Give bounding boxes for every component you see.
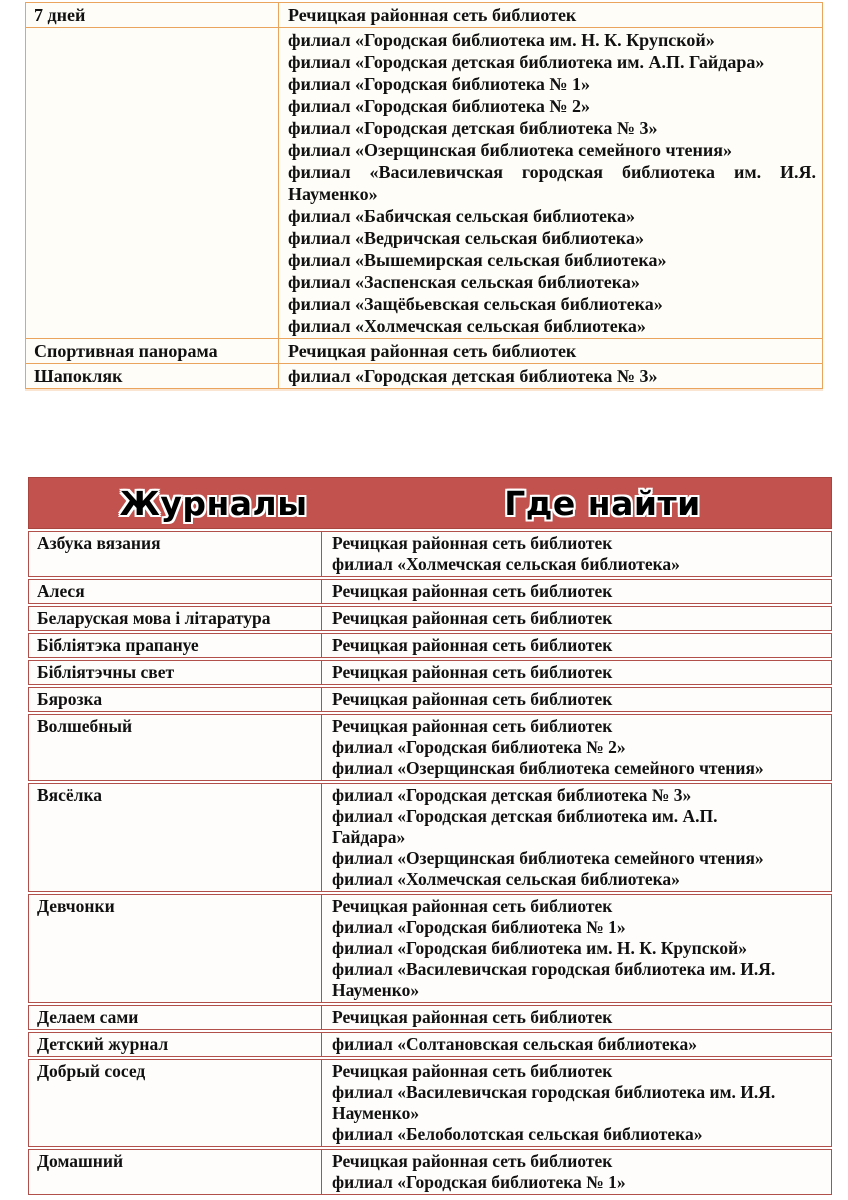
- location-line: филиал «Белоболотская сельская библиотека»: [332, 1124, 703, 1144]
- location-line: филиал «Городская библиотека № 1»: [332, 917, 626, 937]
- periodical-title-cell: Шапокляк: [26, 364, 279, 389]
- locations-cell: [279, 364, 823, 389]
- location-line: филиал «Городская библиотека № 1»: [332, 1172, 626, 1192]
- table-row: [28, 714, 832, 781]
- location-line: Речицкая районная сеть библиотек: [332, 533, 613, 553]
- magazine-title-cell: Волшебный: [37, 716, 133, 736]
- periodical-title-cell: Спортивная панорама: [26, 339, 279, 364]
- table-row: [26, 339, 823, 364]
- locations-cell: [279, 3, 823, 28]
- location-line: филиал «Озерщинская библиотека семейного чтения»: [288, 140, 733, 160]
- locations-cell: [321, 1033, 831, 1056]
- location-line: филиал «Городская библиотека им. Н. К. Крупской»: [332, 938, 747, 958]
- location-line: филиал «Озерщинская библиотека семейного чтения»: [332, 758, 764, 778]
- periodical-title-cell: 7 дней: [26, 3, 279, 28]
- location-line: Науменко»: [332, 1103, 420, 1123]
- location-line: филиал «Вышемирская сельская библиотека»: [288, 250, 667, 270]
- locations-cell: [321, 607, 831, 630]
- location-line: Речицкая районная сеть библиотек: [332, 689, 613, 709]
- locations-cell: [321, 661, 831, 684]
- location-line: филиал «Бабичская сельская библиотека»: [288, 206, 636, 226]
- location-line: филиал «Ведричская сельская библиотека»: [288, 228, 645, 248]
- newspapers-table: [25, 2, 823, 389]
- locations-cell: [321, 1060, 831, 1146]
- location-line: филиал «Городская детская библиотека № 3»: [288, 366, 658, 386]
- locations-cell: [321, 895, 831, 1002]
- newspapers-table-body: [26, 3, 823, 389]
- table-row: [28, 894, 832, 1003]
- header-col-where-to-find: Где найти: [504, 483, 701, 523]
- locations-cell: [321, 532, 831, 576]
- table-row: [28, 1059, 832, 1147]
- locations-cell: [321, 784, 831, 891]
- magazines-table-rows: [28, 531, 832, 1195]
- magazine-title-cell: Беларуская мова і літаратура: [37, 608, 271, 628]
- magazine-title-cell: Девчонки: [37, 896, 115, 916]
- magazine-title-cell: Бібліятэчны свет: [37, 662, 175, 682]
- table-row: [26, 28, 823, 339]
- table-row: [28, 1149, 832, 1195]
- location-line: филиал «Городская библиотека № 2»: [332, 737, 626, 757]
- location-line: филиал «Василевичская городская библиотека им. И.Я.: [332, 959, 776, 979]
- table-row: [28, 606, 832, 631]
- table-row: [26, 364, 823, 389]
- location-line: филиал «Холмечская сельская библиотека»: [288, 316, 646, 336]
- locations-cell: [321, 715, 831, 780]
- magazine-title-cell: Делаем сами: [37, 1007, 139, 1027]
- location-line: Речицкая районная сеть библиотек: [332, 662, 613, 682]
- location-line: Речицкая районная сеть библиотек: [332, 716, 613, 736]
- location-line: филиал «Холмечская сельская библиотека»: [332, 869, 680, 889]
- location-line: филиал «Солтановская сельская библиотека»: [332, 1034, 697, 1054]
- location-line: филиал «Холмечская сельская библиотека»: [332, 554, 680, 574]
- location-line: филиал «Городская детская библиотека № 3»: [332, 785, 692, 805]
- location-line: филиал «Заспенская сельская библиотека»: [288, 272, 640, 292]
- magazines-table-header: [28, 477, 832, 529]
- location-line: Гайдара»: [332, 827, 406, 847]
- table-row: [26, 3, 823, 28]
- magazine-title-cell: Вясёлка: [37, 785, 103, 805]
- table-row: [28, 783, 832, 892]
- periodical-title-cell: [26, 28, 279, 339]
- location-line: Речицкая районная сеть библиотек: [332, 635, 613, 655]
- locations-cell: [321, 1150, 831, 1194]
- magazine-title-cell: Детский журнал: [37, 1034, 169, 1054]
- table-row: [28, 660, 832, 685]
- location-line: филиал «Городская детская библиотека им. А.П. Гайдара»: [288, 52, 765, 72]
- location-line: Речицкая районная сеть библиотек: [332, 1151, 613, 1171]
- location-line: филиал «Озерщинская библиотека семейного чтения»: [332, 848, 764, 868]
- locations-cell: [321, 634, 831, 657]
- magazine-title-cell: Бібліятэка прапануе: [37, 635, 199, 655]
- location-line: филиал «Василевичская городская библиотека им. И.Я.: [288, 162, 816, 182]
- table-row: [28, 531, 832, 577]
- location-line: Речицкая районная сеть библиотек: [332, 1007, 613, 1027]
- location-line: филиал «Василевичская городская библиотека им. И.Я.: [332, 1082, 776, 1102]
- table-row: [28, 687, 832, 712]
- magazine-title-cell: Бярозка: [37, 689, 103, 709]
- table-row: [28, 579, 832, 604]
- locations-cell: [321, 1006, 831, 1029]
- location-line: Науменко»: [332, 980, 420, 1000]
- location-line: Речицкая районная сеть библиотек: [288, 5, 577, 25]
- location-line: филиал «Городская библиотека № 2»: [288, 96, 591, 116]
- location-line: филиал «Городская детская библиотека № 3»: [288, 118, 658, 138]
- magazine-title-cell: Алеся: [37, 581, 85, 601]
- header-col-magazines: Журналы: [119, 483, 308, 523]
- magazines-table: [28, 477, 832, 1197]
- table-row: [28, 633, 832, 658]
- locations-cell: [279, 339, 823, 364]
- location-line: Речицкая районная сеть библиотек: [332, 1061, 613, 1081]
- table-row: [28, 1032, 832, 1057]
- table-row: [28, 1005, 832, 1030]
- location-line: Речицкая районная сеть библиотек: [288, 341, 577, 361]
- magazine-title-cell: Азбука вязания: [37, 533, 161, 553]
- magazine-title-cell: Домашний: [37, 1151, 124, 1171]
- location-line: Речицкая районная сеть библиотек: [332, 581, 613, 601]
- location-line: филиал «Защёбьевская сельская библиотека»: [288, 294, 663, 314]
- location-line: Науменко»: [288, 184, 378, 204]
- location-line: Речицкая районная сеть библиотек: [332, 608, 613, 628]
- location-line: Речицкая районная сеть библиотек: [332, 896, 613, 916]
- locations-cell: [321, 688, 831, 711]
- locations-cell: [321, 580, 831, 603]
- location-line: филиал «Городская детская библиотека им. А.П.: [332, 806, 718, 826]
- location-line: филиал «Городская библиотека № 1»: [288, 74, 591, 94]
- magazine-title-cell: Добрый сосед: [37, 1061, 146, 1081]
- location-line: филиал «Городская библиотека им. Н. К. Крупской»: [288, 30, 715, 50]
- locations-cell: [279, 28, 823, 339]
